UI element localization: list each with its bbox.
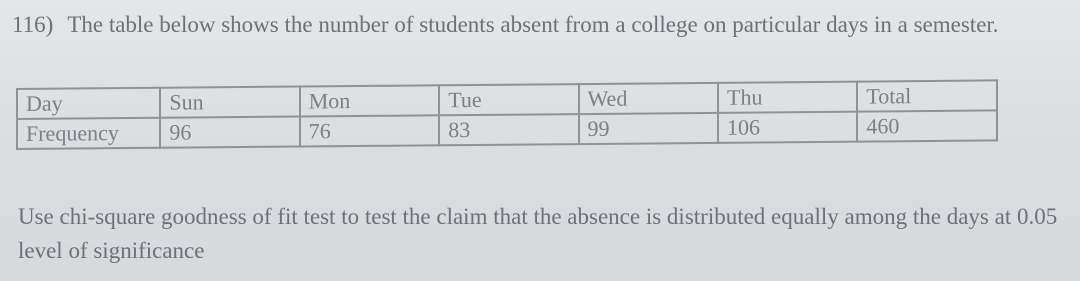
frequency-cell-tue: 83 xyxy=(439,114,578,145)
frequency-cell-thu: 106 xyxy=(718,112,857,143)
frequency-cell-mon: 76 xyxy=(300,115,439,146)
row-label-frequency: Frequency xyxy=(17,118,160,149)
frequency-cell-wed: 99 xyxy=(579,113,718,144)
day-cell-mon: Mon xyxy=(300,85,439,116)
task-instruction: Use chi-square goodness of fit test to test the claim that the absence is distributed equally among the days at 0.05 level of significance xyxy=(18,204,1058,263)
question-text: The table below shows the number of students absent from a college on particular days in a semester. xyxy=(67,12,999,37)
frequency-cell-total: 460 xyxy=(857,110,997,141)
day-cell-sun: Sun xyxy=(160,87,299,118)
frequency-cell-sun: 96 xyxy=(160,117,299,148)
day-cell-wed: Wed xyxy=(579,83,718,114)
absence-table xyxy=(16,79,998,150)
day-cell-total: Total xyxy=(857,80,997,111)
question-prompt xyxy=(12,8,1062,42)
row-label-day: Day xyxy=(17,88,160,119)
day-cell-thu: Thu xyxy=(718,82,857,113)
question-number: 116) xyxy=(12,12,54,37)
day-cell-tue: Tue xyxy=(439,84,578,115)
